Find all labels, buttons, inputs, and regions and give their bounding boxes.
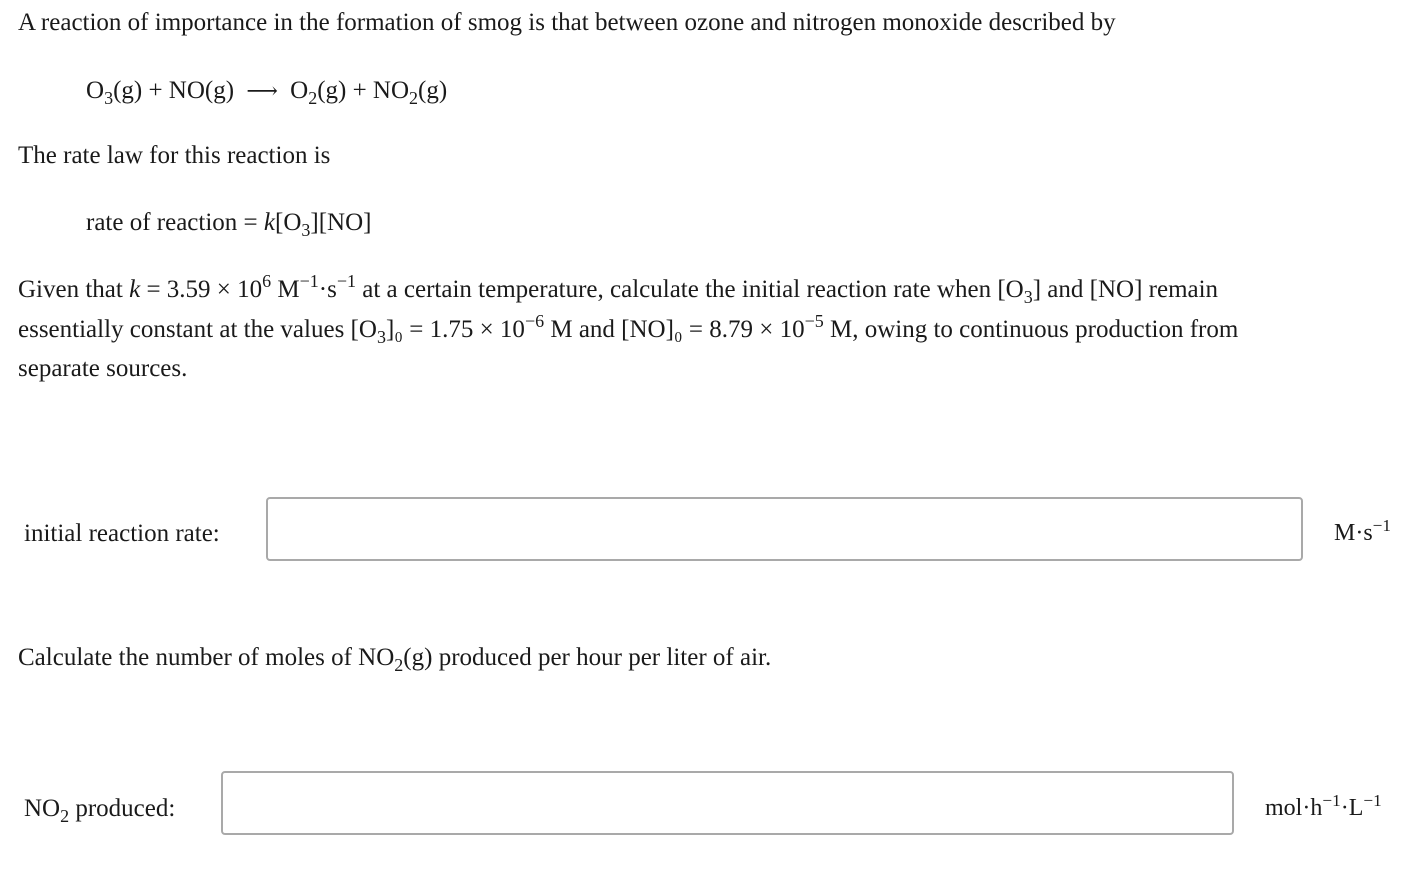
eq-o2: O xyxy=(290,77,309,104)
given-text: Given that xyxy=(18,276,130,303)
rate-law-sub: 3 xyxy=(301,219,311,240)
no2-produced-input[interactable] xyxy=(221,771,1234,835)
initial-rate-label: initial reaction rate: xyxy=(24,520,220,547)
given-text: ]₀ = 1.75 × 10 xyxy=(385,316,525,343)
given-text: at a certain temperature, calculate the initial reaction rate when [O xyxy=(356,276,1024,303)
unit-text: mol·h xyxy=(1265,795,1323,821)
eq-o3-sub: 3 xyxy=(104,87,114,108)
given-exp: −1 xyxy=(299,271,319,292)
initial-rate-input[interactable] xyxy=(266,497,1303,561)
given-exp: 6 xyxy=(262,271,272,292)
given-exp: −5 xyxy=(804,311,824,332)
rate-law-bracket: [O xyxy=(275,209,302,236)
unit-exp: −1 xyxy=(1322,790,1341,810)
given-line-2 xyxy=(18,311,1239,347)
prompt-text: (g) produced per hour per liter of air. xyxy=(403,644,772,671)
eq-o2-sub: 2 xyxy=(308,87,318,108)
given-line-3: separate sources. xyxy=(18,355,188,382)
given-exp: −6 xyxy=(524,311,545,332)
eq-part2: (g) + NO xyxy=(317,77,410,104)
reaction-equation xyxy=(86,77,448,108)
label-sub: 2 xyxy=(60,805,70,826)
given-sub: 3 xyxy=(1023,286,1033,307)
rate-law-rest: ][NO] xyxy=(310,209,372,236)
label-text: produced: xyxy=(69,795,176,822)
given-k: k xyxy=(129,276,141,303)
given-line-1 xyxy=(18,271,1219,307)
rate-law-expression xyxy=(86,209,372,240)
eq-part1: (g) + NO(g) xyxy=(113,77,235,104)
label-text: NO xyxy=(24,795,61,822)
eq-part3: (g) xyxy=(418,77,448,104)
unit-exp: −1 xyxy=(1363,790,1382,810)
eq-no2-sub: 2 xyxy=(409,87,419,108)
given-exp: −1 xyxy=(336,271,357,292)
reaction-arrow-icon: ⟶ xyxy=(246,78,278,103)
given-text: M xyxy=(271,276,300,303)
no2-produced-label xyxy=(24,795,176,826)
eq-o3: O xyxy=(86,77,105,104)
intro-text: A reaction of importance in the formation of smog is that between ozone and nitrogen monoxide described by xyxy=(18,9,1116,36)
initial-rate-unit xyxy=(1334,515,1392,546)
prompt-sub: 2 xyxy=(394,654,404,675)
unit-text: M·s xyxy=(1334,520,1373,546)
given-text: essentially constant at the values [O xyxy=(18,316,377,343)
rate-law-intro: The rate law for this reaction is xyxy=(18,142,331,169)
given-text: M and [NO]₀ = 8.79 × 10 xyxy=(544,316,805,343)
given-sub: 3 xyxy=(376,326,386,347)
prompt-text: Calculate the number of moles of NO xyxy=(18,644,395,671)
rate-constant-k: k xyxy=(263,209,276,236)
unit-exp: −1 xyxy=(1372,515,1392,535)
given-text: M, owing to continuous production from xyxy=(823,316,1239,343)
given-text: ] and [NO] remain xyxy=(1032,276,1219,303)
given-text: ·s xyxy=(318,276,337,303)
unit-text: ·L xyxy=(1340,795,1364,821)
given-text: = 3.59 × 10 xyxy=(140,276,263,303)
no2-produced-unit xyxy=(1265,790,1382,821)
question2-prompt xyxy=(18,644,772,675)
rate-law-lhs: rate of reaction = xyxy=(86,209,264,236)
